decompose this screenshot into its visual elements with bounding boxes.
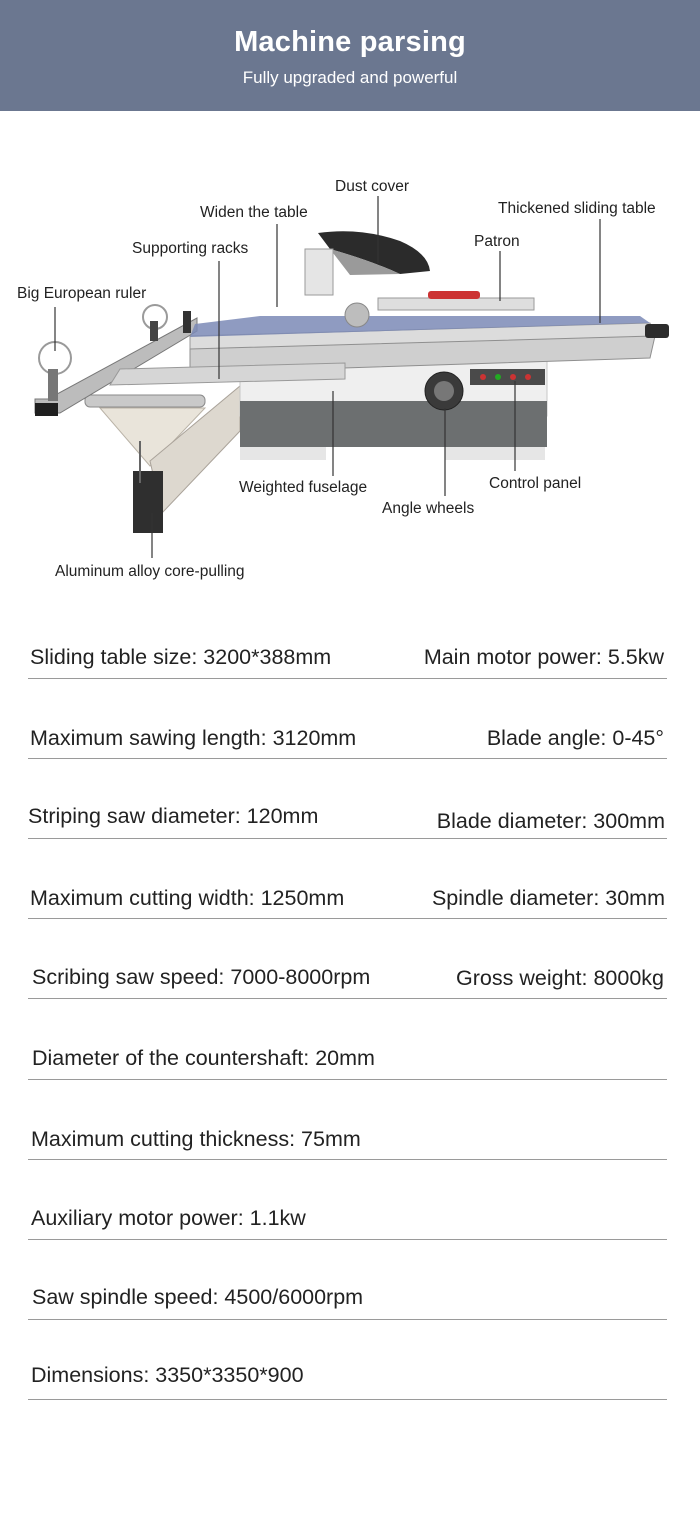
spec-max-sawing-length: Maximum sawing length: 3120mm — [30, 726, 357, 750]
spec-gross-weight: Gross weight: 8000kg — [456, 966, 664, 990]
header-banner — [0, 0, 700, 111]
spec-striping-saw-diameter: Striping saw diameter: 120mm — [28, 804, 319, 828]
callout-dust-cover: Dust cover — [335, 178, 410, 195]
spec-divider — [28, 1079, 667, 1080]
callout-widen-table: Widen the table — [200, 204, 308, 221]
callout-patron: Patron — [474, 233, 520, 250]
callout-angle-wheels: Angle wheels — [382, 500, 475, 517]
spec-divider — [28, 758, 667, 759]
page-subtitle: Fully upgraded and powerful — [242, 68, 458, 87]
machine-diagram — [0, 111, 700, 601]
spec-divider — [28, 838, 667, 839]
spec-divider — [28, 1239, 667, 1240]
callout-thickened-sliding-table: Thickened sliding table — [498, 200, 656, 217]
spec-dimensions: Dimensions: 3350*3350*900 — [31, 1363, 304, 1387]
spec-main-motor-power: Main motor power: 5.5kw — [423, 645, 664, 669]
spec-divider — [28, 918, 667, 919]
spec-max-cutting-width: Maximum cutting width: 1250mm — [30, 886, 345, 910]
spec-divider — [28, 998, 667, 999]
spec-auxiliary-motor-power: Auxiliary motor power: 1.1kw — [31, 1206, 306, 1230]
spec-spindle-diameter: Spindle diameter: 30mm — [431, 886, 665, 910]
spec-blade-angle: Blade angle: 0-45° — [486, 726, 664, 750]
spec-divider — [28, 678, 667, 679]
spec-max-cutting-thickness: Maximum cutting thickness: 75mm — [31, 1127, 361, 1151]
spec-saw-spindle-speed: Saw spindle speed: 4500/6000rpm — [32, 1285, 364, 1309]
spec-scribing-saw-speed: Scribing saw speed: 7000-8000rpm — [32, 965, 371, 989]
spec-blade-diameter: Blade diameter: 300mm — [436, 809, 665, 833]
page-title: Machine parsing — [234, 26, 466, 58]
callout-big-european-ruler: Big European ruler — [17, 285, 147, 302]
spec-divider — [28, 1159, 667, 1160]
spec-countershaft-diameter: Diameter of the countershaft: 20mm — [32, 1046, 375, 1070]
callout-control-panel: Control panel — [489, 475, 582, 492]
callout-aluminum-core-pulling: Aluminum alloy core-pulling — [55, 563, 245, 580]
spec-sliding-table-size: Sliding table size: 3200*388mm — [30, 645, 332, 669]
spec-divider — [28, 1319, 667, 1320]
callout-supporting-racks: Supporting racks — [132, 240, 249, 257]
callout-weighted-fuselage: Weighted fuselage — [239, 479, 368, 496]
spec-divider — [28, 1399, 667, 1400]
